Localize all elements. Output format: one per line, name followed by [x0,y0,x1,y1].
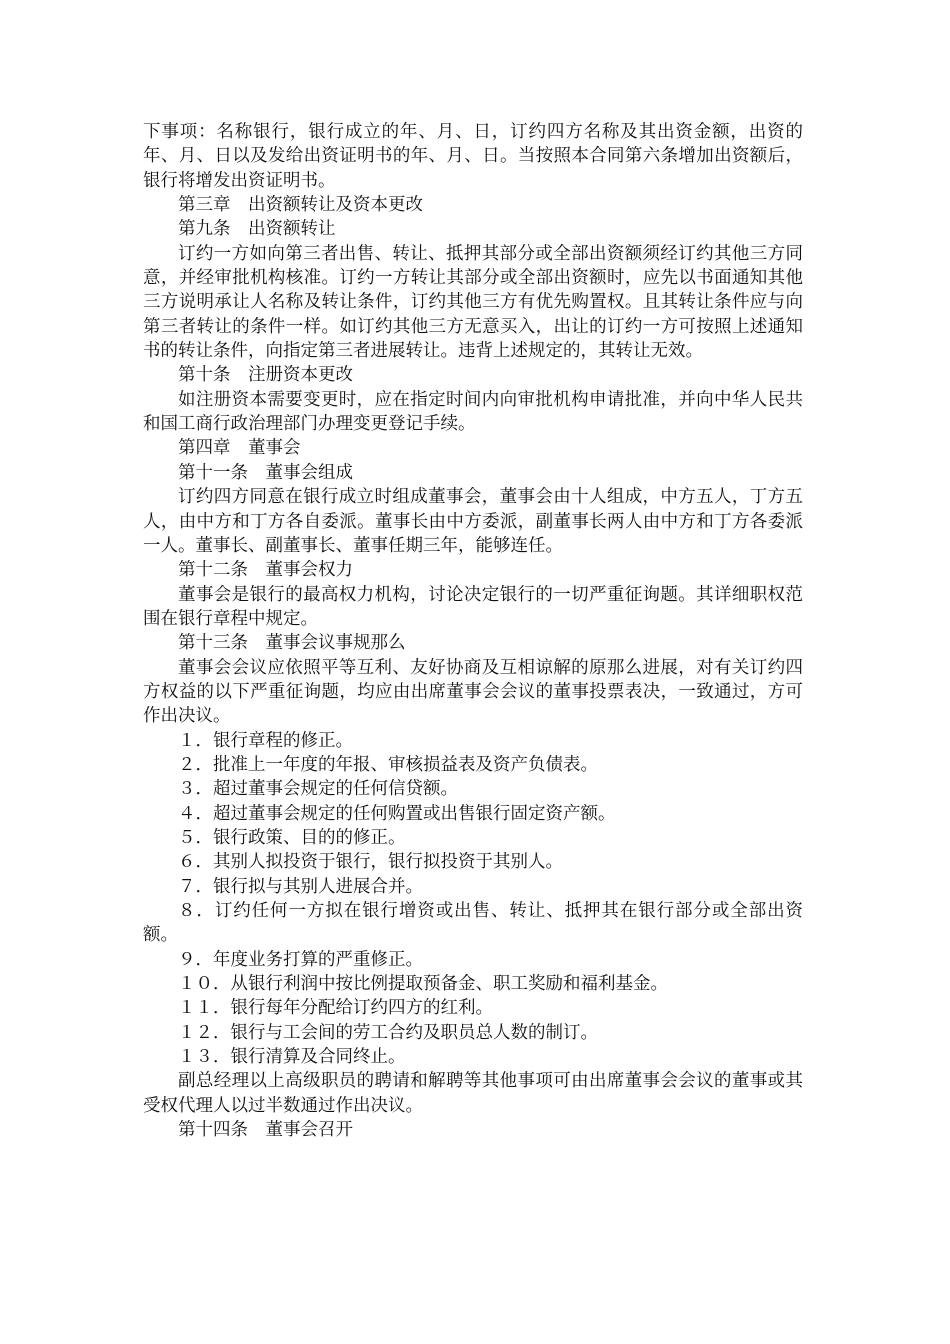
list-item-text: 订约任何一方拟在银行增资或出售、转让、抵押其在银行部分或全部出资额。 [143,901,804,946]
article-9-paragraph: 订约一方如向第三者出售、转让、抵押其部分或全部出资额须经订约其他三方同意，并经审批机构核准。订约一方转让其部分或全部出资额时，应先以书面通知其他三方说明承让人名称及转让条件，订约其他三方有优先购置权。且其转让条件应与向第三者转让的条件一样。如订约其他三方无意买入，出让的订约一方可按照上述通知书的转让条件，向指定第三者进展转让。违背上述规定的，其转让无效。 [143,243,803,362]
list-item [143,777,803,801]
list-item-text: 银行政策、目的的修正。 [213,827,406,848]
list-item-text: 银行拟与其别人进展合并。 [213,876,423,897]
list-item-text: 年度业务打算的严重修正。 [213,949,423,970]
article-12-paragraph: 董事会是银行的最高权力机构，讨论决定银行的一切严重征询题。其详细职权范围在银行章程中规定。 [143,584,803,629]
list-item-text: 超过董事会规定的任何购置或出售银行固定资产额。 [213,803,616,824]
list-item-number: １１． [178,998,231,1019]
list-item [143,948,803,972]
article-13-heading: 第十三条 董事会议事规那么 [178,633,406,654]
list-item-text: 银行每年分配给订约四方的红利。 [230,998,493,1019]
list-item-number: １２． [178,1022,231,1043]
list-item-number: ４． [178,803,213,824]
list-item [143,753,803,777]
list-item [143,899,803,948]
article-12-heading: 第十二条 董事会权力 [178,560,353,581]
article-9-heading: 第九条 出资额转让 [178,219,336,240]
article-10-paragraph: 如注册资本需要变更时，应在指定时间内向审批机构申请批准，并向中华人民共和国工商行政治理部门办理变更登记手续。 [143,389,803,435]
list-item [143,826,803,850]
article-13-paragraph: 董事会会议应依照平等互利、友好协商及互相谅解的原那么进展，对有关订约四方权益的以下严重征询题，均应由出席董事会会议的董事投票表决，一致通过，方可作出决议。 [143,657,803,727]
list-item-number: ５． [178,827,213,848]
list-item-text: 批准上一年度的年报、审核损益表及资产负债表。 [213,754,598,775]
list-item-number: ３． [178,779,213,800]
list-item [143,875,803,899]
list-item-number: １０． [178,974,231,995]
list-item-number: ７． [178,876,213,897]
article-11-heading: 第十一条 董事会组成 [178,462,353,483]
list-item-number: ６． [178,852,213,873]
list-item-number: １３． [178,1047,231,1068]
list-item-text: 银行与工会间的劳工合约及职员总人数的制订。 [230,1022,598,1043]
list-item [143,850,803,874]
list-item-number: ８． [178,901,215,921]
list-item [143,1021,803,1045]
list-item [143,802,803,826]
paragraph-continued: 下事项：名称银行，银行成立的年、月、日，订约四方名称及其出资金额，出资的年、月、日以及发给出资证明书的年、月、日。当按照本合同第六条增加出资额后，银行将增发出资证明书。 [143,122,803,191]
list-item-text: 超过董事会规定的任何信贷额。 [213,779,458,800]
list-item-text: 其别人拟投资于银行，银行拟投资于其别人。 [213,852,563,873]
list-item [143,1045,803,1069]
list-item-text: 银行章程的修正。 [213,730,353,751]
list-item-number: ２． [178,754,213,775]
list-item-number: ９． [178,949,213,970]
article-13-closing-paragraph: 副总经理以上高级职员的聘请和解聘等其他事项可由出席董事会会议的董事或其受权代理人以过半数通过作出决议。 [143,1071,803,1116]
article-10-heading: 第十条 注册资本更改 [178,365,353,386]
article-14-heading: 第十四条 董事会召开 [178,1120,353,1141]
article-11-paragraph: 订约四方同意在银行成立时组成董事会，董事会由十人组成，中方五人，丁方五人，由中方和丁方各自委派。董事长由中方委派，副董事长两人由中方和丁方各委派一人。董事长、副董事长、董事任期三年，能够连任。 [143,487,803,556]
chapter-4-heading: 第四章 董事会 [178,438,301,459]
list-item [143,996,803,1020]
list-item-number: １． [178,730,213,751]
list-item-text: 从银行利润中按比例提取预备金、职工奖励和福利基金。 [230,974,668,995]
list-item [143,972,803,996]
chapter-3-heading: 第三章 出资额转让及资本更改 [178,195,423,216]
document-page [143,120,803,1142]
list-item [143,729,803,753]
list-item-text: 银行清算及合同终止。 [230,1047,406,1068]
